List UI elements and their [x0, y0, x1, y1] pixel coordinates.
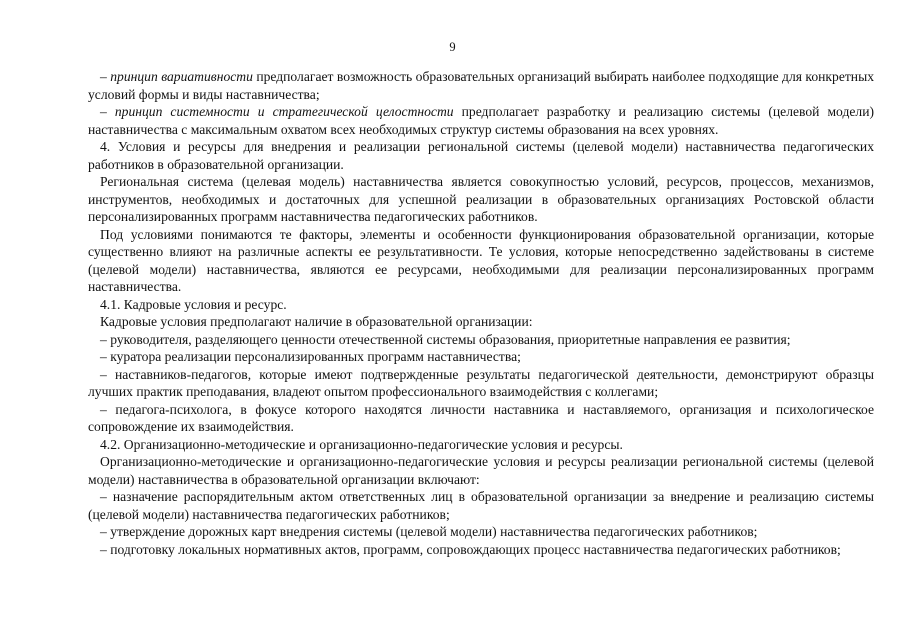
- italic-term: принцип системности и стратегической целостности: [114, 104, 454, 119]
- paragraph-conditions-definition: Под условиями понимаются те факторы, элементы и особенности функционирования образовательной организации, которые существенно влияют на различные аспекты ее результативности. Те условия, которые непосредственно задействованы в системе (целевой модели) наставничества, являются ее ресурсами, необходимыми для реализации персонализированных программ наставничества.: [88, 226, 874, 294]
- list-item-psychologist: – педагога-психолога, в фокусе которого находятся личности наставника и наставляемого, организация и психологическое сопровождение их взаимодействия.: [88, 401, 874, 434]
- paragraph-dash: –: [100, 69, 111, 84]
- paragraph-text: предполагает разработку и реализацию системы (целевой модели) наставничества с максимальным охватом всех необходимых структур системы образования на всех уровнях.: [88, 104, 874, 137]
- list-item-curator: – куратора реализации персонализированных программ наставничества;: [100, 349, 521, 364]
- list-item-mentors: – наставников-педагогов, которые имеют подтвержденные результаты педагогической деятельности, демонстрируют образцы лучших практик преподавания, владеют опытом профессионального взаимодействия с коллегами;: [88, 366, 874, 399]
- paragraph-dash: –: [100, 104, 115, 119]
- paragraph-org-conditions: Организационно-методические и организационно-педагогические условия и ресурсы реализации региональной системы (целевой модели) наставничества в образовательной организации включают:: [88, 454, 874, 487]
- list-item-roadmaps: – утверждение дорожных карт внедрения системы (целевой модели) наставничества педагогических работников;: [100, 524, 758, 539]
- list-item-head: – руководителя, разделяющего ценности отечественной системы образования, приоритетные направления ее развития;: [100, 331, 791, 347]
- italic-term: принцип вариативности: [110, 69, 253, 84]
- paragraph-regional-system: Региональная система (целевая модель) наставничества является совокупностью условий, ресурсов, процессов, механизмов, инструментов, необходимых и достаточных для успешной реализации в образовательных организациях Ростовской области персонализированных программ наставничества педагогических работников.: [88, 174, 874, 224]
- page-number: 9: [449, 40, 456, 54]
- section-heading-4-1: 4.1. Кадровые условия и ресурс.: [100, 296, 287, 312]
- paragraph-staff-conditions: Кадровые условия предполагают наличие в образовательной организации:: [100, 314, 533, 329]
- section-heading-4: 4. Условия и ресурсы для внедрения и реализации региональной системы (целевой модели) наставничества педагогических работников в образовательной организации.: [88, 139, 874, 172]
- paragraph-principle-system: [88, 103, 874, 138]
- paragraph-principle-variability: [88, 68, 874, 103]
- list-item-local-acts: – подготовку локальных нормативных актов, программ, сопровождающих процесс наставничества педагогических работников;: [100, 541, 841, 557]
- paragraph-text: предполагает возможность образовательных организаций выбирать наиболее подходящие для конкретных условий формы и виды наставничества;: [88, 69, 874, 102]
- section-heading-4-2: 4.2. Организационно-методические и организационно-педагогические условия и ресурсы.: [100, 436, 623, 452]
- list-item-appointment: – назначение распорядительным актом ответственных лиц в образовательной организации за внедрение и реализацию системы (целевой модели) наставничества педагогических работников;: [88, 489, 874, 522]
- document-body: [88, 68, 874, 558]
